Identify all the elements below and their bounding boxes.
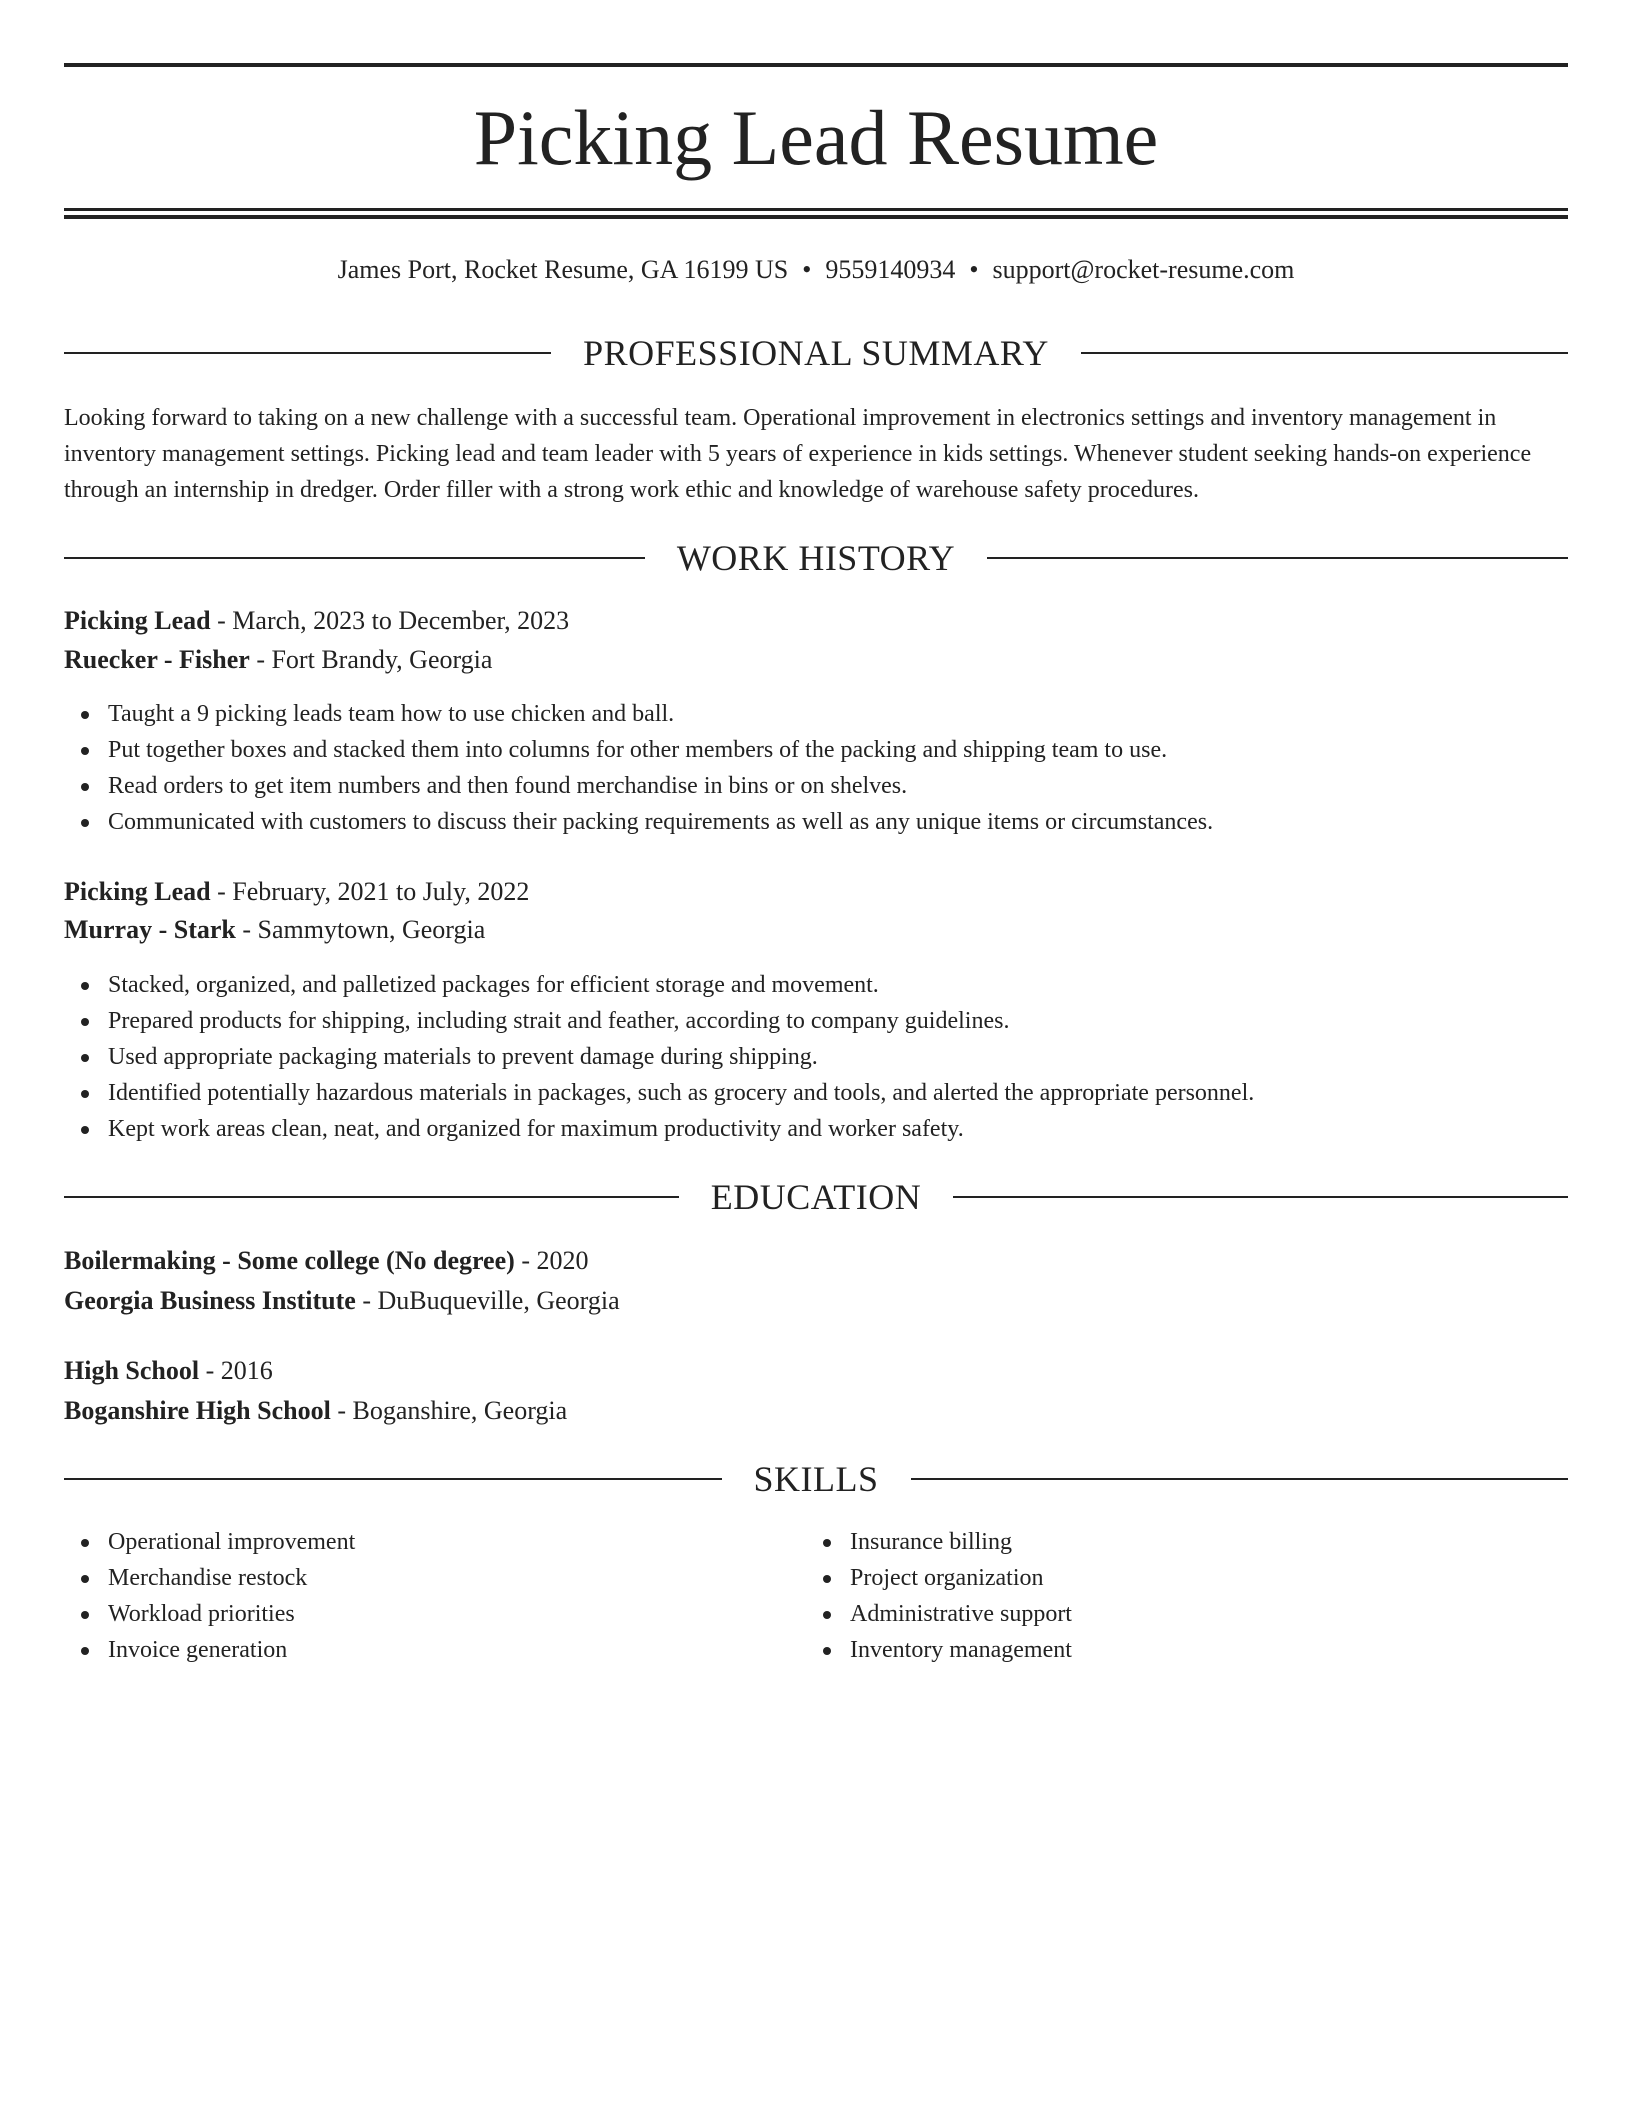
section-divider (64, 352, 551, 354)
contact-address: James Port, Rocket Resume, GA 16199 US (337, 255, 789, 284)
skill-item: Invoice generation (64, 1632, 355, 1668)
section-divider (987, 557, 1568, 559)
job-dates: - February, 2021 to July, 2022 (210, 877, 530, 906)
education-degree: High School (64, 1356, 200, 1385)
job-duties-list (64, 696, 1213, 840)
list-item: Communicated with customers to discuss their packing requirements as well as any unique items or circumstances. (64, 804, 1213, 840)
summary-paragraph: Looking forward to taking on a new challenge with a successful team. Operational improvement in electronics settings and inventory management in inventory management settings. Picking lead and team leader with 5 years of experience in kids settings. Whenever student seeking hands-on experience through an internship in dredger. Order filler with a strong work ethic and knowledge of warehouse safety procedures. (64, 405, 1532, 503)
education-school: Georgia Business Institute (64, 1286, 356, 1315)
job-company: Ruecker - Fisher (64, 645, 250, 674)
section-divider (953, 1196, 1568, 1198)
contact-separator: • (969, 255, 979, 284)
job-location: - Fort Brandy, Georgia (249, 645, 493, 674)
section-divider (911, 1478, 1569, 1480)
list-item: Taught a 9 picking leads team how to use chicken and ball. (64, 696, 1213, 732)
skill-item: Merchandise restock (64, 1560, 355, 1596)
list-item: Used appropriate packaging materials to prevent damage during shipping. (64, 1039, 1254, 1075)
section-title-skills: SKILLS (753, 1459, 879, 1499)
skills-list-left (64, 1524, 355, 1668)
education-year: - 2016 (199, 1356, 273, 1385)
job-dates: - March, 2023 to December, 2023 (210, 606, 570, 635)
skill-item: Inventory management (806, 1632, 1072, 1668)
skill-item: Operational improvement (64, 1524, 355, 1560)
education-degree-line (64, 1243, 1568, 1279)
list-item: Put together boxes and stacked them into columns for other members of the packing and shipping team to use. (64, 732, 1213, 768)
skill-item: Administrative support (806, 1596, 1072, 1632)
job-duties-list (64, 967, 1254, 1147)
skill-item: Project organization (806, 1560, 1072, 1596)
education-degree: Boilermaking - Some college (No degree) (64, 1246, 515, 1275)
list-item: Kept work areas clean, neat, and organized for maximum productivity and worker safety. (64, 1111, 1254, 1147)
top-rule (64, 63, 1568, 67)
title-rule-upper (64, 208, 1568, 211)
education-location: - DuBuqueville, Georgia (355, 1286, 620, 1315)
education-school-line (64, 1393, 1568, 1429)
contact-separator: • (802, 255, 812, 284)
contact-email: support@rocket-resume.com (992, 255, 1295, 284)
section-divider (64, 1196, 679, 1198)
section-divider (64, 1478, 722, 1480)
skill-item: Insurance billing (806, 1524, 1072, 1560)
section-header-work (64, 536, 1568, 580)
skills-list-right (806, 1524, 1072, 1668)
education-year: - 2020 (514, 1246, 589, 1275)
resume-title: Picking Lead Resume (473, 94, 1159, 181)
contact-line (64, 252, 1568, 288)
job-company-line (64, 912, 1568, 948)
section-header-skills (64, 1457, 1568, 1501)
section-title-summary: PROFESSIONAL SUMMARY (583, 333, 1049, 373)
job-title-line (64, 603, 1568, 639)
list-item: Identified potentially hazardous materials in packages, such as grocery and tools, and alerted the appropriate personnel. (64, 1075, 1254, 1111)
skill-item: Workload priorities (64, 1596, 355, 1632)
section-header-summary (64, 331, 1568, 375)
job-role: Picking Lead (64, 877, 211, 906)
section-divider (1081, 352, 1568, 354)
section-title-work: WORK HISTORY (676, 538, 956, 578)
section-divider (64, 557, 645, 559)
section-title-education: EDUCATION (710, 1177, 922, 1217)
job-company: Murray - Stark (64, 915, 236, 944)
education-degree-line (64, 1353, 1568, 1389)
list-item: Prepared products for shipping, including strait and feather, according to company guidelines. (64, 1003, 1254, 1039)
education-location: - Boganshire, Georgia (330, 1396, 568, 1425)
list-item: Read orders to get item numbers and then found merchandise in bins or on shelves. (64, 768, 1213, 804)
education-school: Boganshire High School (64, 1396, 331, 1425)
section-header-education (64, 1175, 1568, 1219)
job-title-line (64, 874, 1568, 910)
education-school-line (64, 1283, 1568, 1319)
title-rule-lower (64, 215, 1568, 219)
job-company-line (64, 642, 1568, 678)
list-item: Stacked, organized, and palletized packages for efficient storage and movement. (64, 967, 1254, 1003)
contact-phone: 9559140934 (825, 255, 956, 284)
job-location: - Sammytown, Georgia (235, 915, 486, 944)
job-role: Picking Lead (64, 606, 211, 635)
